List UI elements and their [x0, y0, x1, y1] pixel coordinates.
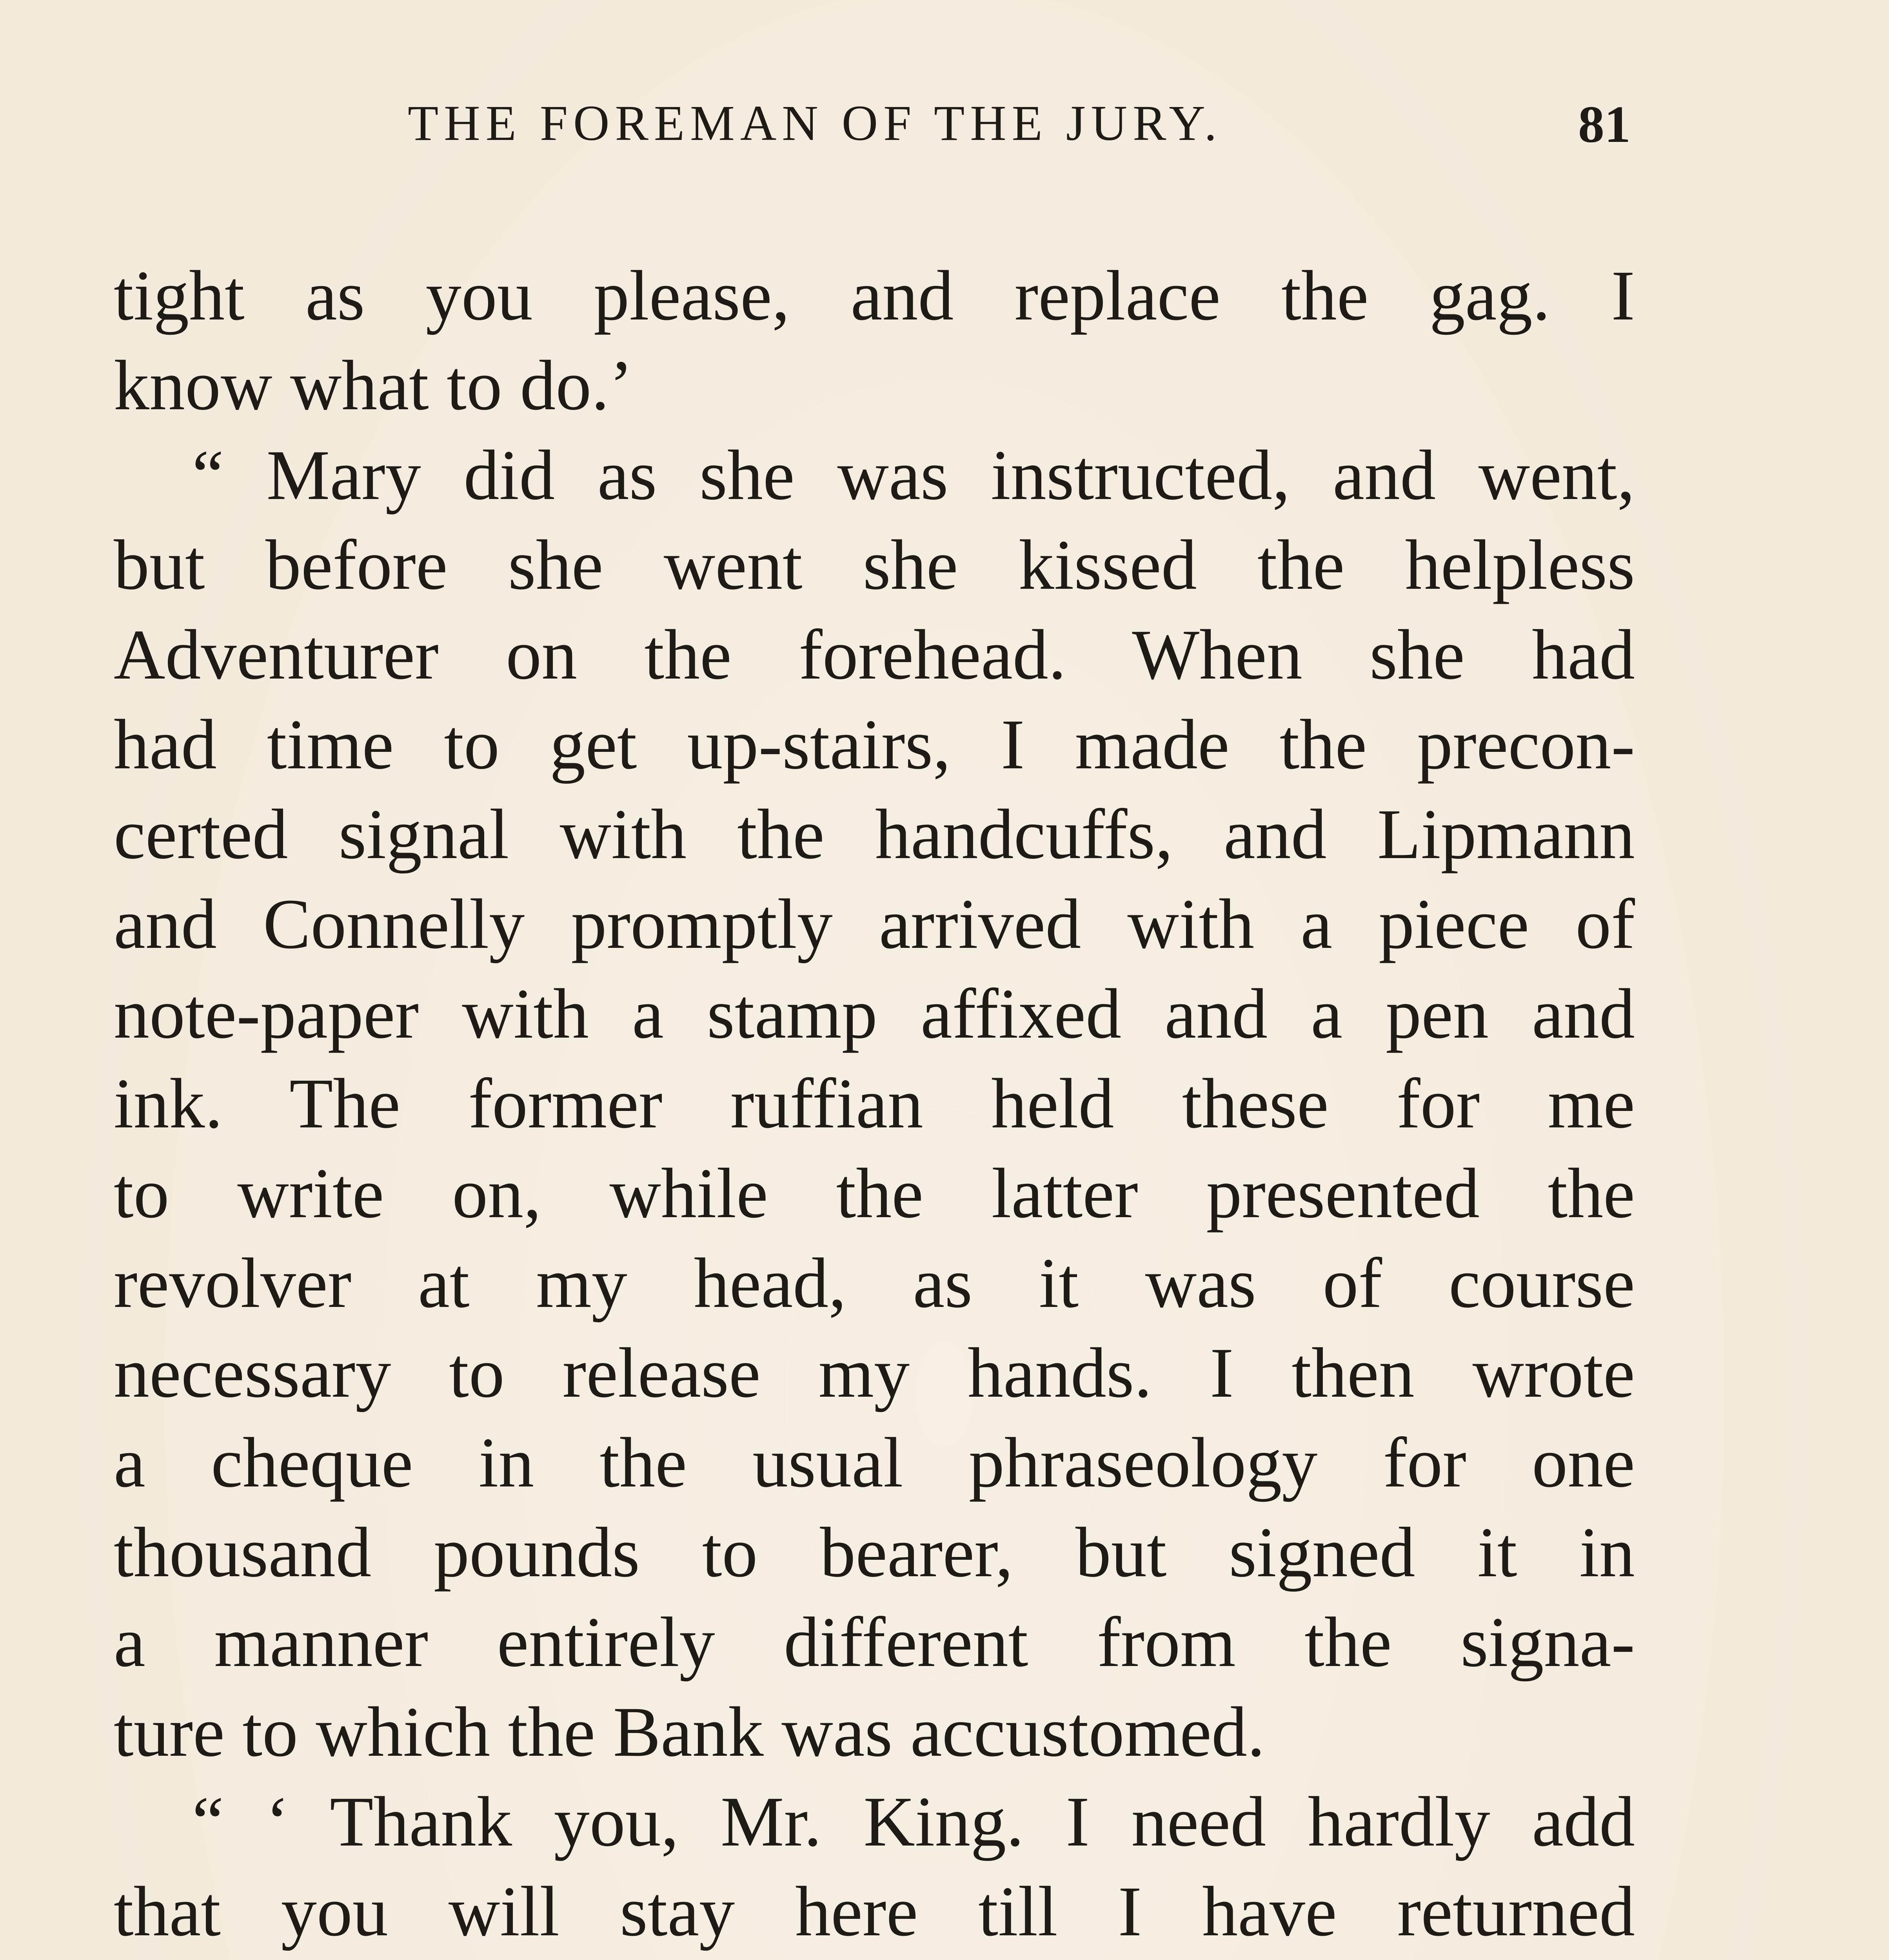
- text-line: a cheque in the usual phraseology for one: [114, 1423, 1635, 1502]
- text-line: necessary to release my hands. I then wrote: [114, 1334, 1635, 1412]
- text-line: and Connelly promptly arrived with a piece of: [114, 885, 1635, 964]
- text-line: ink. The former ruffian held these for me: [114, 1064, 1635, 1143]
- body-text: [114, 251, 1635, 1960]
- text-line: certed signal with the handcuffs, and Lipmann: [114, 795, 1635, 874]
- running-title: THE FOREMAN OF THE JURY.: [408, 95, 1222, 151]
- text-line: that you will stay here till I have returned: [114, 1872, 1635, 1951]
- text-line: ture to which the Bank was accustomed.: [114, 1693, 1265, 1771]
- text-line: thousand pounds to bearer, but signed it in: [114, 1513, 1635, 1592]
- text-line: but before she went she kissed the helpless: [114, 526, 1635, 604]
- text-line: know what to do.’: [114, 346, 633, 425]
- text-line: had time to get up-stairs, I made the precon-: [114, 705, 1635, 784]
- text-line: a manner entirely different from the signa-: [114, 1603, 1635, 1682]
- page-number: 81: [1578, 95, 1631, 153]
- text-line: note-paper with a stamp affixed and a pen and: [114, 975, 1635, 1053]
- text-line: tight as you please, and replace the gag. I: [114, 256, 1635, 335]
- text-line: “ Mary did as she was instructed, and went,: [192, 436, 1635, 515]
- text-line: [114, 1956, 1635, 1960]
- text-line: revolver at my head, as it was of course: [114, 1244, 1635, 1323]
- text-line: to write on, while the latter presented the: [114, 1154, 1635, 1233]
- text-line: “ ‘ Thank you, Mr. King. I need hardly add: [192, 1782, 1635, 1861]
- text-line: Adventurer on the forehead. When she had: [114, 615, 1635, 694]
